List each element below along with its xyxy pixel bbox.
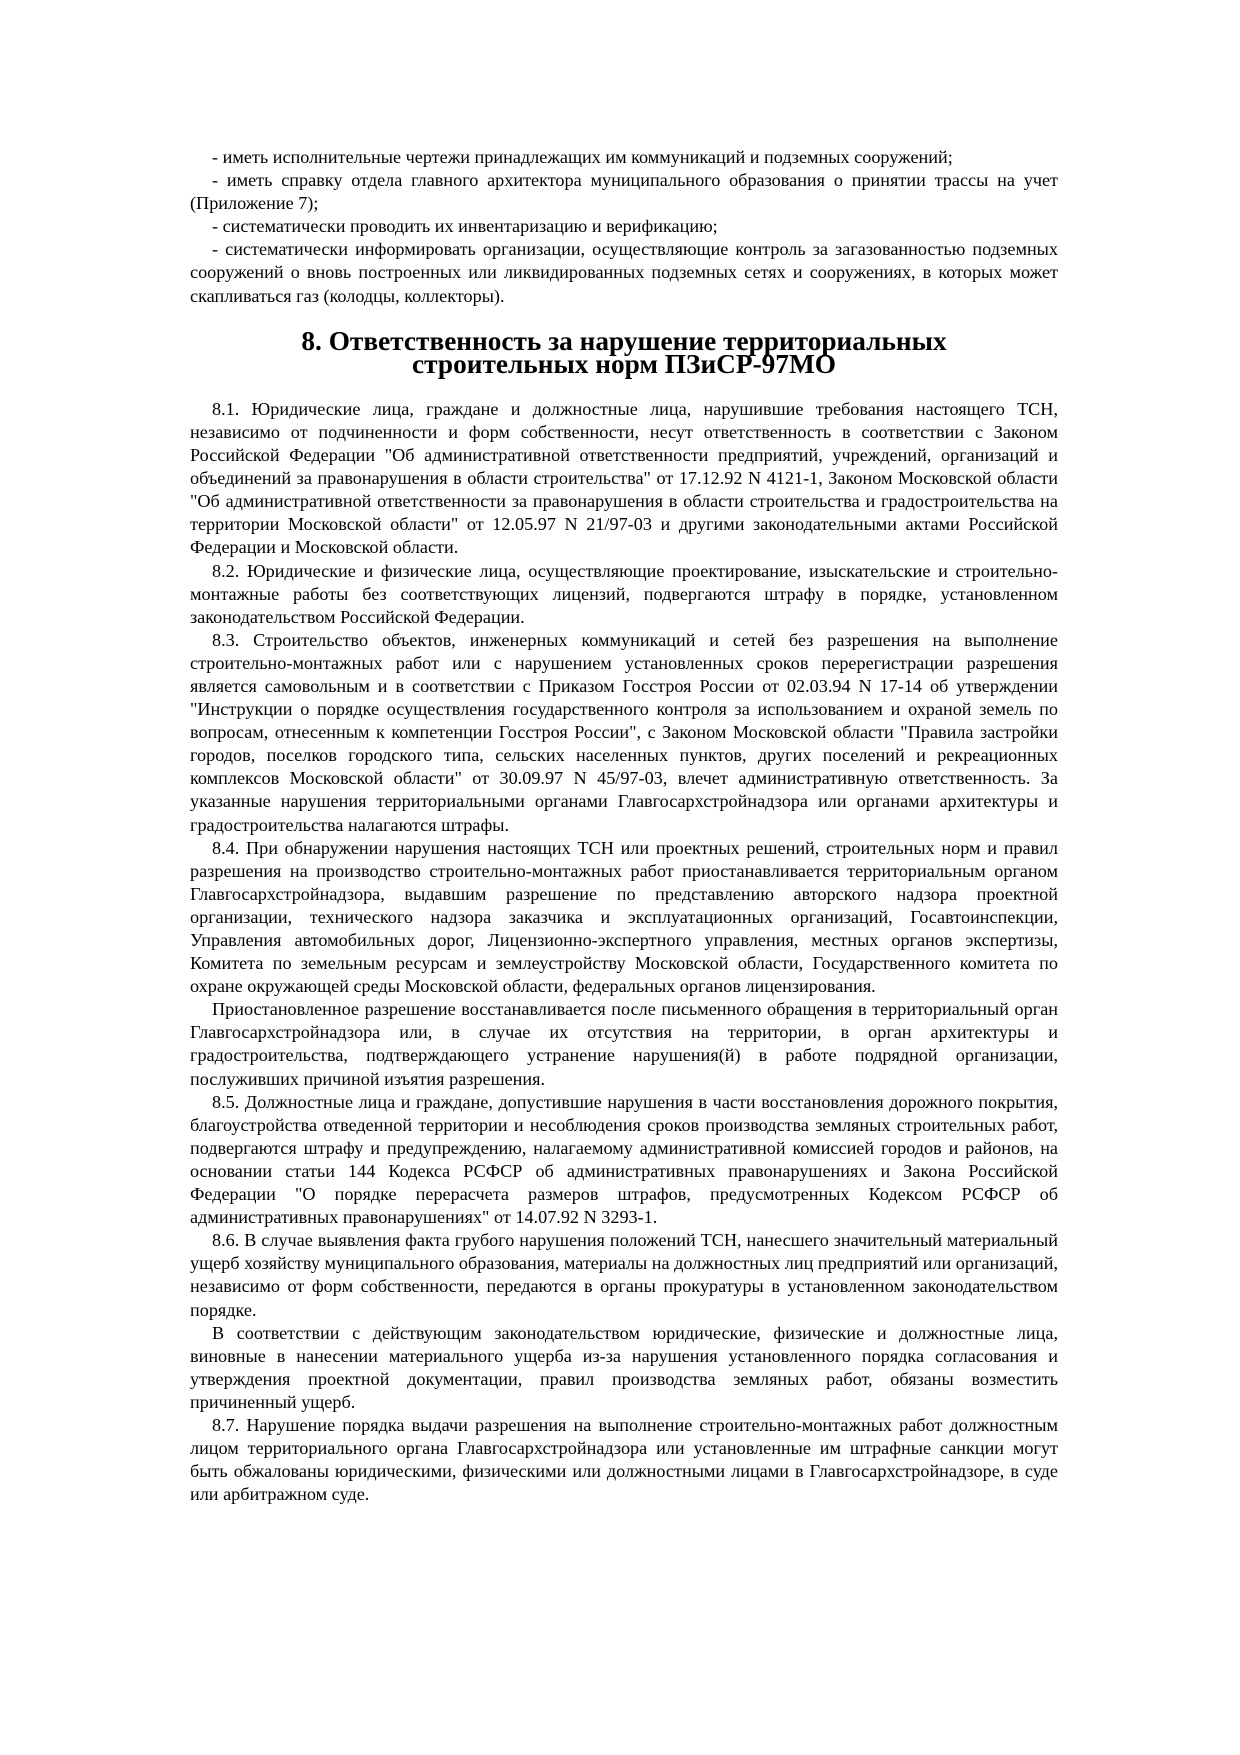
intro-item-certificate: - иметь справку отдела главного архитектора муниципального образования о принятии трассы на учет (Приложение 7); xyxy=(190,170,1058,214)
paragraph-8-6: 8.6. В случае выявления факта грубого нарушения положений ТСН, нанесшего значительный материальный ущерб хозяйству муниципального образования, материалы на должностных лиц предприятий или организаций, независимо от форм собственности, передаются в органы прокуратуры в установленном законодательством порядке. xyxy=(190,1230,1058,1320)
paragraph-8-1: 8.1. Юридические лица, граждане и должностные лица, нарушившие требования настоящего ТСН, независимо от подчиненности и форм собственности, несут ответственность в соответствии с Законом Российской Федерации "Об административной ответственности предприятий, учреждений, организаций и объединений за правонарушения в области строительства" от 17.12.92 N 4121-1, Законом Московской области "Об административной ответственности за правонарушения в области строительства и градостроительства на территории Московской области" от 12.05.97 N 21/97-03 и другими законодательными актами Российской Федерации и Московской области. xyxy=(190,398,1058,558)
paragraph-8-3: 8.3. Строительство объектов, инженерных коммуникаций и сетей без разрешения на выполнение строительно-монтажных работ или с нарушением установленных сроков перерегистрации разрешения является самовольным и в соответствии с Приказом Госстроя России от 02.03.94 N 17-14 об утверждении "Инструкции о порядке осуществления государственного контроля за использованием и охраной земель по вопросам, отнесенным к компетенции Госстроя России", с Законом Московской области "Правила застройки городов, поселков городского типа, сельских населенных пунктов, других поселений и рекреационных комплексов Московской области" от 30.09.97 N 45/97-03, влечет административную ответственность. За указанные нарушения территориальными органами Главгосархстройнадзора или органами архитектуры и градостроительства налагаются штрафы. xyxy=(190,629,1058,835)
section-heading-line2: строительных норм ПЗиСР-97МО xyxy=(412,348,836,379)
intro-item-inform: - систематически информировать организации, осуществляющие контроль за загазованностью подземных сооружений о вновь построенных или ликвидированных подземных сетях и сооружениях, в которых может скапливаться газ (колодцы, коллекторы). xyxy=(190,239,1058,306)
paragraph-8-6-damages: В соответствии с действующим законодательством юридические, физические и должностные лица, виновные в нанесении материального ущерба из-за нарушения установленного порядка согласования и утверждения проектной документации, правил производства земляных работ, обязаны возместить причиненный ущерб. xyxy=(190,1322,1058,1412)
paragraph-8-5: 8.5. Должностные лица и граждане, допустившие нарушения в части восстановления дорожного покрытия, благоустройства отведенной территории и несоблюдения сроков производства земляных строительных работ, подвергаются штрафу и предупреждению, налагаемому административной комиссией городов и районов, на основании статьи 144 Кодекса РСФСР об административных правонарушениях и Закона Российской Федерации "О порядке перерасчета размеров штрафов, предусмотренных Кодексом РСФСР об административных правонарушениях" от 14.07.92 N 3293-1. xyxy=(190,1091,1058,1228)
paragraph-8-7: 8.7. Нарушение порядка выдачи разрешения на выполнение строительно-монтажных работ должностным лицом территориального органа Главгосархстройнадзора или установленные им штрафные санкции могут быть обжалованы юридическими, физическими или должностными лицами в Главгосархстройнадзоре, в суде или арбитражном суде. xyxy=(190,1414,1058,1505)
intro-item-drawings: - иметь исполнительные чертежи принадлежащих им коммуникаций и подземных сооружений; xyxy=(212,147,953,167)
paragraph-8-4: 8.4. При обнаружении нарушения настоящих ТСН или проектных решений, строительных норм и правил разрешения на производство строительно-монтажных работ приостанавливается территориальным органом Главгосархстройнадзора, выдавшим разрешение по представлению авторского надзора проектной организации, технического надзора заказчика и эксплуатационных организаций, Госавтоинспекции, Управления автомобильных дорог, Лицензионно-экспертного управления, местных органов экспертизы, Комитета по земельным ресурсам и землеустройству Московской области, Государственного комитета по охране окружающей среды Московской области, федеральных органов лицензирования. xyxy=(190,837,1058,997)
intro-item-inventory: - систематически проводить их инвентаризацию и верификацию; xyxy=(212,216,718,237)
document-page xyxy=(190,146,1058,1506)
section-heading xyxy=(190,325,1058,379)
section-heading-line1: 8. Ответственность за нарушение территориальных xyxy=(301,325,947,356)
paragraph-8-2: 8.2. Юридические и физические лица, осуществляющие проектирование, изыскательские и строительно-монтажные работы без соответствующих лицензий, подвергаются штрафу в порядке, установленном законодательством Российской Федерации. xyxy=(190,560,1058,627)
paragraph-8-4-restore: Приостановленное разрешение восстанавливается после письменного обращения в территориальный орган Главгосархстройнадзора или, в случае их отсутствия на территории, в орган архитектуры и градостроительства, подтверждающего устранение нарушения(й) в работе подрядной организации, послуживших причиной изъятия разрешения. xyxy=(190,999,1058,1089)
